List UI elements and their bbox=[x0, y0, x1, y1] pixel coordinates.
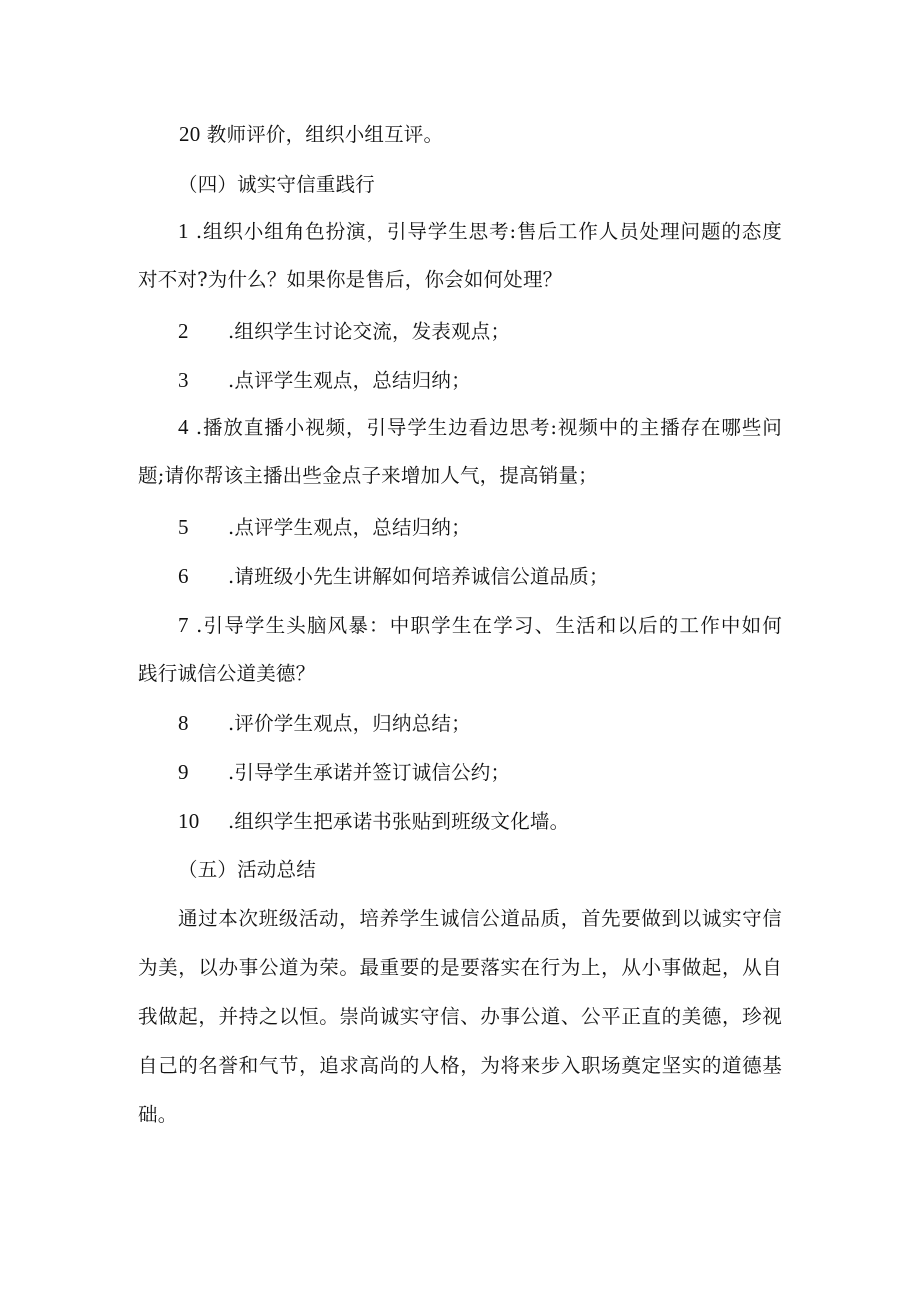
list-item-7-line2: 践行诚信公道美德？ bbox=[138, 662, 316, 685]
list-item-8 bbox=[178, 710, 471, 737]
list-item-1-line1 bbox=[178, 218, 782, 245]
item-number: 8 bbox=[178, 711, 189, 735]
list-item-text: .播放直播小视频，引导学生边看边思考:视频中的主播存在哪些问 bbox=[188, 416, 782, 439]
item-number: 2 bbox=[178, 319, 189, 343]
item-number: 3 bbox=[178, 368, 189, 392]
list-item-text: .评价学生观点，归纳总结； bbox=[228, 712, 471, 735]
list-item-2 bbox=[178, 318, 510, 345]
list-item-text: .组织学生把承诺书张贴到班级文化墙。 bbox=[228, 810, 570, 833]
section-heading-4: （四）诚实守信重践行 bbox=[178, 173, 376, 196]
summary-line-5: 础。 bbox=[138, 1103, 178, 1126]
list-item-1-line2: 对不对?为什么？如果你是售后，你会如何处理？ bbox=[138, 268, 563, 291]
item-number: 7 bbox=[178, 613, 189, 637]
summary-line-3: 我做起，并持之以恒。崇尚诚实守信、办事公道、公平正直的美德，珍视 bbox=[138, 1005, 782, 1028]
list-item-text: .请班级小先生讲解如何培养诚信公道品质； bbox=[228, 565, 609, 588]
item-number: 10 bbox=[178, 809, 200, 833]
item-number: 9 bbox=[178, 760, 189, 784]
list-item-6 bbox=[178, 563, 609, 590]
item-number: 5 bbox=[178, 515, 189, 539]
list-item-text: .组织学生讨论交流，发表观点； bbox=[228, 320, 511, 343]
list-item-10 bbox=[178, 808, 569, 835]
list-item-text: .组织小组角色扮演，引导学生思考:售后工作人员处理问题的态度 bbox=[188, 220, 782, 243]
summary-line-4: 自己的名誉和气节，追求高尚的人格，为将来步入职场奠定坚实的道德基 bbox=[138, 1054, 782, 1077]
paragraph-text: 教师评价，组织小组互评。 bbox=[200, 123, 444, 146]
paragraph-teacher-evaluation bbox=[179, 121, 443, 148]
list-item-3 bbox=[178, 367, 471, 394]
list-item-text: .点评学生观点，总结归纳； bbox=[228, 516, 471, 539]
section-heading-5: （五）活动总结 bbox=[178, 858, 316, 881]
summary-line-2: 为美，以办事公道为荣。最重要的是要落实在行为上，从小事做起，从自 bbox=[138, 956, 782, 979]
list-item-9 bbox=[178, 759, 510, 786]
list-item-text: .引导学生头脑风暴：中职学生在学习、生活和以后的工作中如何 bbox=[188, 614, 782, 637]
item-number: 4 bbox=[178, 415, 189, 439]
list-item-text: .引导学生承诺并签订诚信公约； bbox=[228, 761, 511, 784]
summary-line-1: 通过本次班级活动，培养学生诚信公道品质，首先要做到以诚实守信 bbox=[178, 907, 782, 930]
list-item-text: .点评学生观点，总结归纳； bbox=[228, 369, 471, 392]
list-item-4-line2: 题;请你帮该主播出些金点子来增加人气，提高销量； bbox=[138, 464, 598, 487]
item-number: 6 bbox=[178, 564, 189, 588]
list-item-5 bbox=[178, 514, 471, 541]
list-item-7-line1 bbox=[178, 612, 782, 639]
list-item-4-line1 bbox=[178, 414, 782, 441]
item-number: 1 bbox=[178, 219, 189, 243]
item-number: 20 bbox=[179, 122, 201, 146]
